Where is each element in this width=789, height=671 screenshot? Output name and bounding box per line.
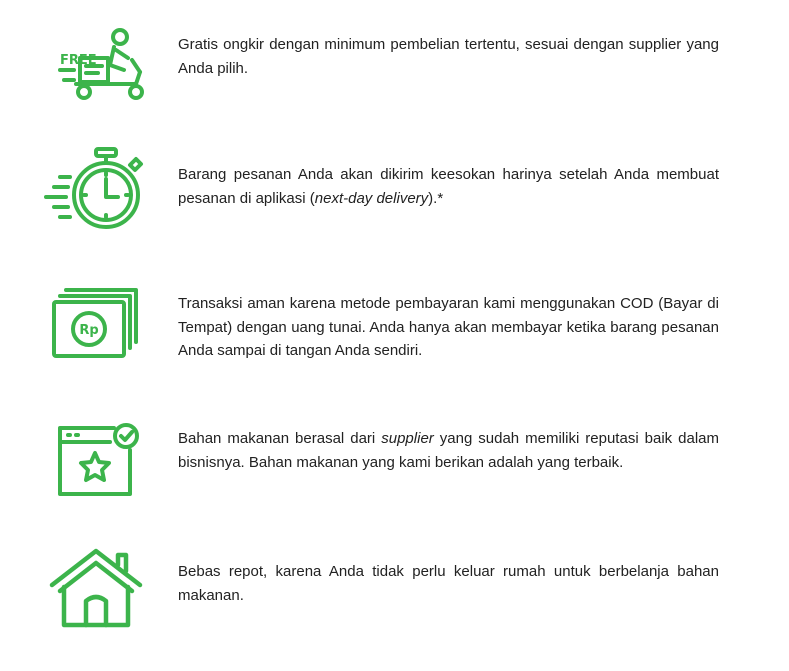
house-icon: [40, 545, 150, 635]
feature-free-shipping-text: Gratis ongkir dengan minimum pembelian tertentu, sesuai dengan supplier yang Anda pilih.: [178, 36, 719, 77]
free-label: FREE: [60, 53, 97, 68]
feature-cod-payment-text: Transaksi aman karena metode pembayaran kami menggunakan COD (Bayar di Tempat) dengan uang tunai. Anda hanya akan membayar ketika barang pesanan Anda sampai di tangan Anda sendiri.: [178, 295, 719, 359]
rupiah-label: Rp: [79, 323, 99, 338]
feature-stay-home-text: Bebas repot, karena Anda tidak perlu keluar rumah untuk berbelanja bahan makanan.: [178, 563, 719, 604]
feature-trusted-supplier-text: Bahan makanan berasal dari supplier yang sudah memiliki reputasi baik dalam bisnisnya. Bahan makanan yang kami berikan adalah yang terbaik.: [178, 430, 719, 471]
verified-star-calendar-icon: [40, 418, 150, 508]
stopwatch-icon: [40, 145, 150, 235]
free-delivery-scooter-icon: [40, 20, 150, 110]
cash-rupiah-icon: [40, 280, 150, 370]
feature-next-day-delivery-text: Barang pesanan Anda akan dikirim keesokan harinya setelah Anda membuat pesanan di aplikasi (next-day delivery).*: [178, 166, 719, 207]
